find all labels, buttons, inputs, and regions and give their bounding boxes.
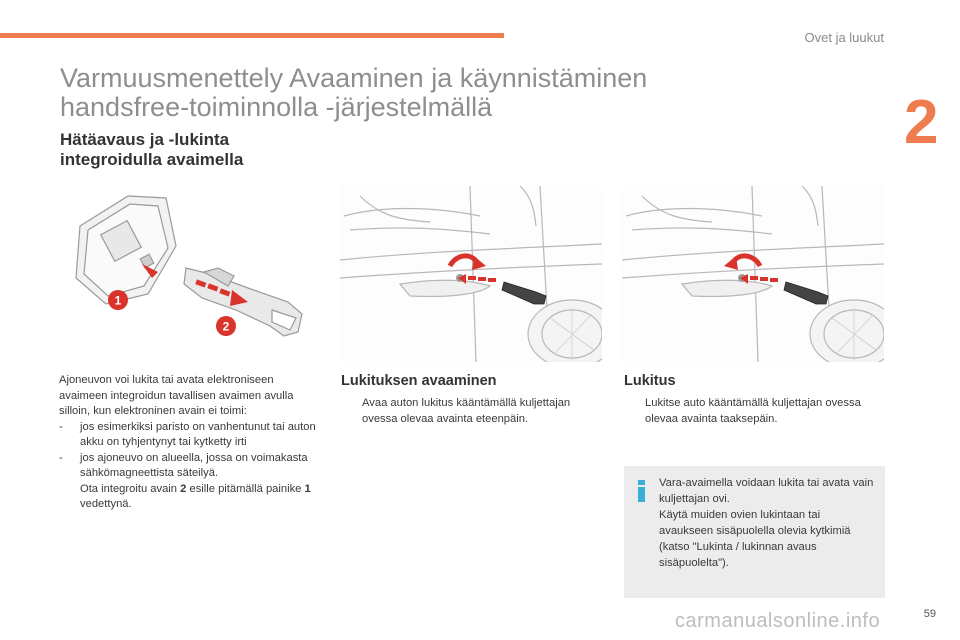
instruction-text-part1: Ota integroitu avain	[80, 482, 181, 495]
header-accent-bar	[0, 33, 504, 38]
list-item-text: jos ajoneuvo on alueella, jossa on voimakasta sähkömagneettista säteilyä.	[80, 451, 308, 479]
right-column	[624, 396, 874, 427]
page-title-line1: Varmuusmenettely Avaaminen ja käynnistäminen	[60, 63, 648, 93]
section-subtitle	[60, 130, 243, 170]
dash-marker: -	[59, 451, 63, 464]
info-text	[659, 475, 877, 571]
info-line: Käytä muiden ovien lukintaan tai avaukseen sisäpuolella olevia kytkimiä (katso "Lukinta / lukinnan avaus sisäpuolelta").	[659, 509, 851, 569]
unlock-instruction: Avaa auton lukitus kääntämällä kuljettajan ovessa olevaa avainta eteenpäin.	[362, 397, 571, 425]
info-icon	[637, 480, 646, 502]
callout-2: 2	[222, 319, 230, 334]
page-title-line2: handsfree-toiminnolla -järjestelmällä	[60, 92, 493, 122]
subtitle-line1: Hätäavaus ja -lukinta	[60, 130, 230, 149]
instruction-item	[59, 482, 321, 513]
lock-heading: Lukitus	[624, 373, 676, 389]
door-unlock-illustration	[340, 186, 602, 362]
info-box	[624, 466, 885, 598]
intro-paragraph: Ajoneuvon voi lukita tai avata elektroniseen avaimeen integroidun tavallisen avaimen avulla silloin, kun elektroninen avain ei toimi:	[59, 374, 294, 417]
instruction-text-part3: vedettynä.	[80, 498, 132, 510]
info-line: Vara-avaimella voidaan lukita tai avata vain kuljettajan ovi.	[659, 477, 874, 505]
button-number: 1	[304, 482, 311, 495]
instruction-item	[341, 396, 603, 427]
left-column	[59, 373, 321, 513]
subtitle-line2: integroidulla avaimella	[60, 150, 244, 169]
section-label: Ovet ja luukut	[804, 30, 884, 45]
instruction-item	[624, 396, 874, 427]
page-title	[60, 64, 647, 122]
door-lock-illustration	[622, 186, 884, 362]
page-number: 59	[923, 608, 936, 620]
list-item	[59, 420, 321, 451]
middle-column	[341, 396, 603, 427]
lock-instruction: Lukitse auto kääntämällä kuljettajan ovessa olevaa avainta taaksepäin.	[645, 397, 861, 425]
list-item	[59, 451, 321, 482]
instruction-text-part2: esille pitämällä painike	[186, 482, 305, 495]
watermark: carmanualsonline.info	[675, 610, 881, 632]
list-item-text: jos esimerkiksi paristo on vanhentunut tai auton akku on tyhjentynyt tai kytketty irti	[80, 420, 316, 448]
unlock-heading: Lukituksen avaaminen	[341, 373, 497, 389]
key-fob-illustration	[58, 186, 320, 362]
callout-1: 1	[114, 293, 122, 308]
dash-marker: -	[59, 420, 63, 433]
chapter-number: 2	[904, 88, 939, 157]
key-number: 2	[180, 482, 187, 495]
